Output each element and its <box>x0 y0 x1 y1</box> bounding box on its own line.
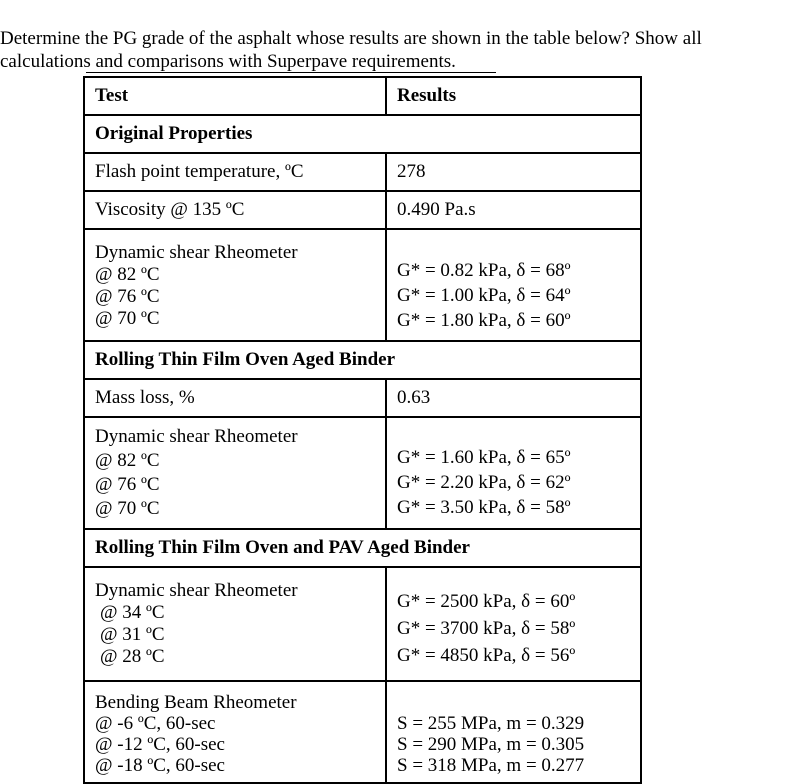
original-dsr-result-3: G* = 1.80 kPa, δ = 60º <box>397 309 571 331</box>
original-dsr-test <box>84 229 386 341</box>
pav-dsr-temp-1: @ 34 ºC <box>100 602 165 623</box>
section-pav-row <box>84 529 641 567</box>
question-text <box>0 27 800 73</box>
viscosity-value: 0.490 Pa.s <box>386 191 641 229</box>
original-dsr-temp-1: @ 82 ºC <box>95 264 160 285</box>
pav-dsr-test <box>84 567 386 681</box>
table-header-row <box>84 77 641 115</box>
pav-bbr-results <box>386 681 641 783</box>
pav-dsr-result-2: G* = 3700 kPa, δ = 58º <box>397 617 576 639</box>
table-row-rtfo-dsr <box>84 417 641 529</box>
original-dsr-results <box>386 229 641 341</box>
rtfo-dsr-temp-1: @ 82 ºC <box>95 450 160 471</box>
header-test: Test <box>84 77 386 115</box>
table-row-flash-point <box>84 153 641 191</box>
rtfo-dsr-result-2: G* = 2.20 kPa, δ = 62º <box>397 471 571 493</box>
rtfo-dsr-label: Dynamic shear Rheometer <box>95 426 298 447</box>
original-dsr-temp-2: @ 76 ºC <box>95 286 160 307</box>
pav-bbr-temp-2: @ -12 ºC, 60-sec <box>95 734 225 755</box>
viscosity-label: Viscosity @ 135 ºC <box>84 191 386 229</box>
rtfo-dsr-temp-2: @ 76 ºC <box>95 474 160 495</box>
pav-bbr-result-3: S = 318 MPa, m = 0.277 <box>397 754 585 776</box>
mass-loss-label: Mass loss, % <box>84 379 386 417</box>
rtfo-dsr-result-3: G* = 3.50 kPa, δ = 58º <box>397 496 571 518</box>
table-row-original-dsr <box>84 229 641 341</box>
pav-bbr-temp-3: @ -18 ºC, 60-sec <box>95 755 225 776</box>
original-dsr-result-2: G* = 1.00 kPa, δ = 64º <box>397 284 571 306</box>
question-line-2: calculations and comparisons with Superpave requirements. <box>0 51 456 72</box>
question-underline <box>86 72 496 73</box>
mass-loss-value: 0.63 <box>386 379 641 417</box>
table-row-viscosity <box>84 191 641 229</box>
pav-dsr-result-3: G* = 4850 kPa, δ = 56º <box>397 644 576 666</box>
flash-point-value: 278 <box>386 153 641 191</box>
table-row-pav-bbr <box>84 681 641 783</box>
pav-bbr-temp-1: @ -6 ºC, 60-sec <box>95 713 216 734</box>
pav-dsr-temp-3: @ 28 ºC <box>100 646 165 667</box>
pav-bbr-result-2: S = 290 MPa, m = 0.305 <box>397 733 585 755</box>
rtfo-dsr-test <box>84 417 386 529</box>
section-pav-title: Rolling Thin Film Oven and PAV Aged Binder <box>84 529 641 567</box>
pav-dsr-label: Dynamic shear Rheometer <box>95 580 298 601</box>
section-original-row <box>84 115 641 153</box>
section-original-title: Original Properties <box>84 115 641 153</box>
rtfo-dsr-result-1: G* = 1.60 kPa, δ = 65º <box>397 446 571 468</box>
pav-dsr-results <box>386 567 641 681</box>
section-rtfo-title: Rolling Thin Film Oven Aged Binder <box>84 341 641 379</box>
header-results: Results <box>386 77 641 115</box>
results-table <box>83 76 642 784</box>
table-row-mass-loss <box>84 379 641 417</box>
question-line-1: Determine the PG grade of the asphalt whose results are shown in the table below? Show all <box>0 28 702 49</box>
pav-dsr-temp-2: @ 31 ºC <box>100 624 165 645</box>
original-dsr-label: Dynamic shear Rheometer <box>95 242 298 263</box>
pav-bbr-result-1: S = 255 MPa, m = 0.329 <box>397 712 585 734</box>
rtfo-dsr-temp-3: @ 70 ºC <box>95 498 160 519</box>
rtfo-dsr-results <box>386 417 641 529</box>
flash-point-label: Flash point temperature, ºC <box>84 153 386 191</box>
table-row-pav-dsr <box>84 567 641 681</box>
pav-bbr-label: Bending Beam Rheometer <box>95 692 297 713</box>
pav-bbr-test <box>84 681 386 783</box>
original-dsr-result-1: G* = 0.82 kPa, δ = 68º <box>397 259 571 281</box>
pav-dsr-result-1: G* = 2500 kPa, δ = 60º <box>397 590 576 612</box>
section-rtfo-row <box>84 341 641 379</box>
original-dsr-temp-3: @ 70 ºC <box>95 308 160 329</box>
